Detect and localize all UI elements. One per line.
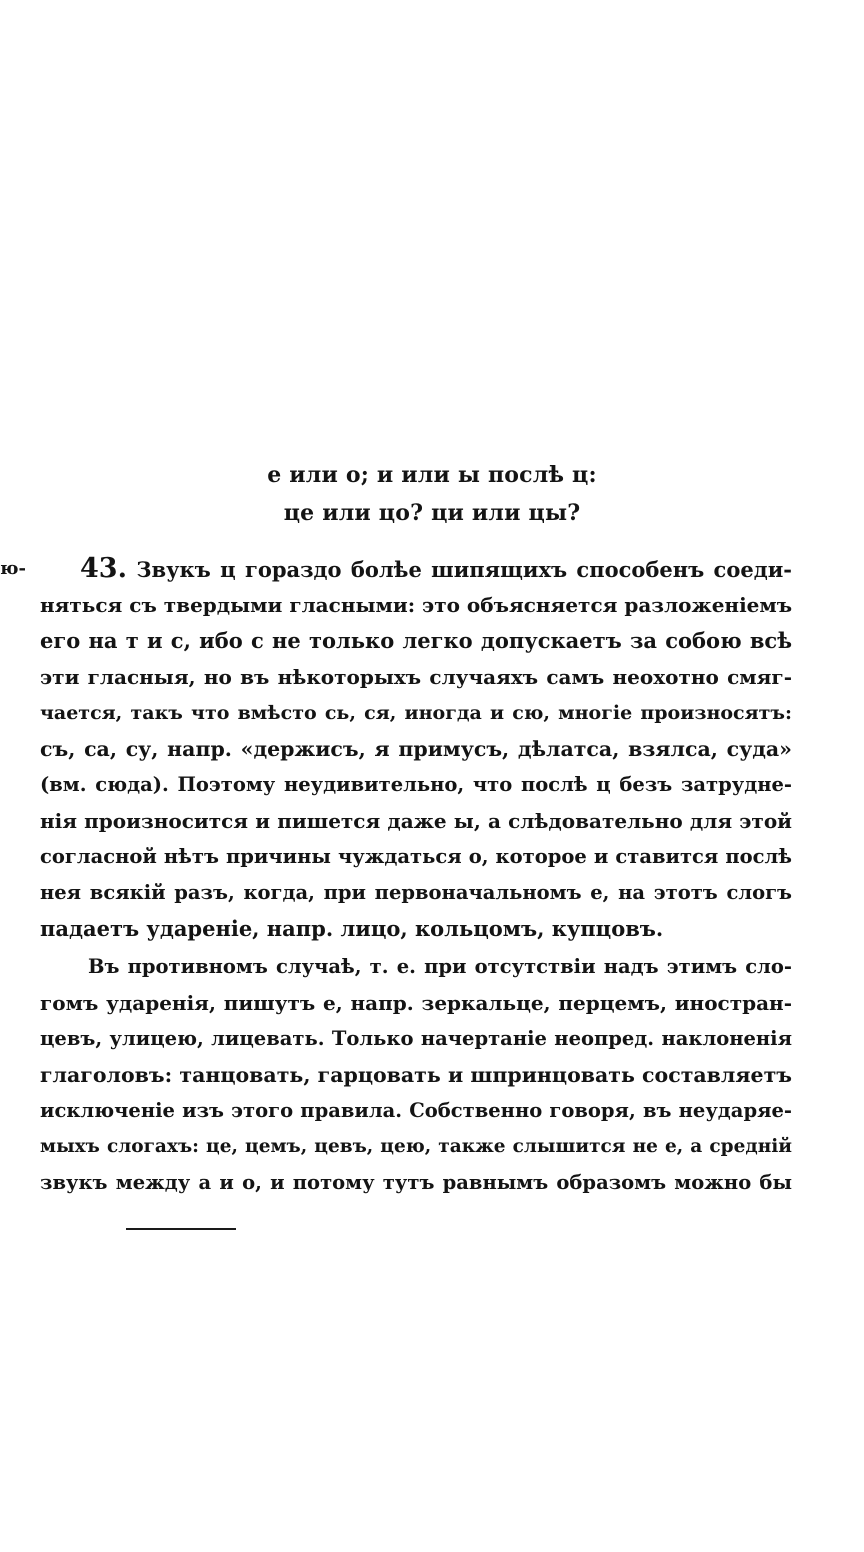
text-line: глаголовъ: танцовать, гарцовать и шпринцовать составляетъ	[40, 1063, 792, 1087]
text-line: чается, такъ что вмѣсто сь, ся, иногда и сю, многіе произносятъ:	[40, 702, 792, 724]
text-line: эти гласныя, но въ нѣкоторыхъ случаяхъ самъ неохотно смяг-	[40, 665, 792, 689]
paragraph-number: 43.	[80, 553, 127, 584]
text-line: няться съ твердыми гласными: это объясняется разложеніемъ	[40, 593, 793, 617]
text-line: нія произносится и пишется даже ы, а слѣдовательно для этой	[40, 809, 792, 833]
margin-fragment: ю-	[0, 558, 26, 579]
text-line: мыхъ слогахъ: це, цемъ, цевъ, цею, также слышится не е, а средній	[40, 1136, 792, 1157]
text-line: Въ противномъ случаѣ, т. е. при отсутствіи надъ этимъ сло-	[88, 955, 792, 978]
text-line: цевъ, улицею, лицевать. Только начертаніе неопред. наклоненія	[40, 1027, 792, 1050]
text-line: звукъ между а и о, и потому тутъ равнымъ образомъ можно бы	[40, 1171, 792, 1194]
text-line: исключеніе изъ этого правила. Собственно говоря, въ неударяе-	[40, 1099, 792, 1122]
section-heading-line-2: це или цо? ци или цы?	[283, 500, 581, 526]
section-heading-line-1: е или о; и или ы послѣ ц:	[267, 462, 597, 488]
text-line: согласной нѣтъ причины чуждаться о, которое и ставится послѣ	[40, 845, 792, 868]
text-line: съ, са, су, напр. «держисъ, я примусъ, дѣлатса, взялса, суда»	[40, 737, 792, 761]
footnote-rule	[126, 1228, 236, 1230]
text-line: 43. Звукъ ц гораздо болѣе шипящихъ способенъ соеди-	[80, 553, 793, 584]
text-line: гомъ ударенія, пишутъ е, напр. зеркальце, перцемъ, иностран-	[40, 991, 792, 1015]
text-line: его на т и с, ибо с не только легко допускаетъ за собою всѣ	[40, 628, 792, 653]
text-line: (вм. сюда). Поэтому неудивительно, что послѣ ц безъ затрудне-	[40, 773, 792, 796]
text-line: падаетъ удареніе, напр. лицо, кольцомъ, купцовъ.	[40, 916, 664, 941]
text-line: нея всякій разъ, когда, при первоначальномъ е, на этотъ слогъ	[40, 881, 792, 904]
